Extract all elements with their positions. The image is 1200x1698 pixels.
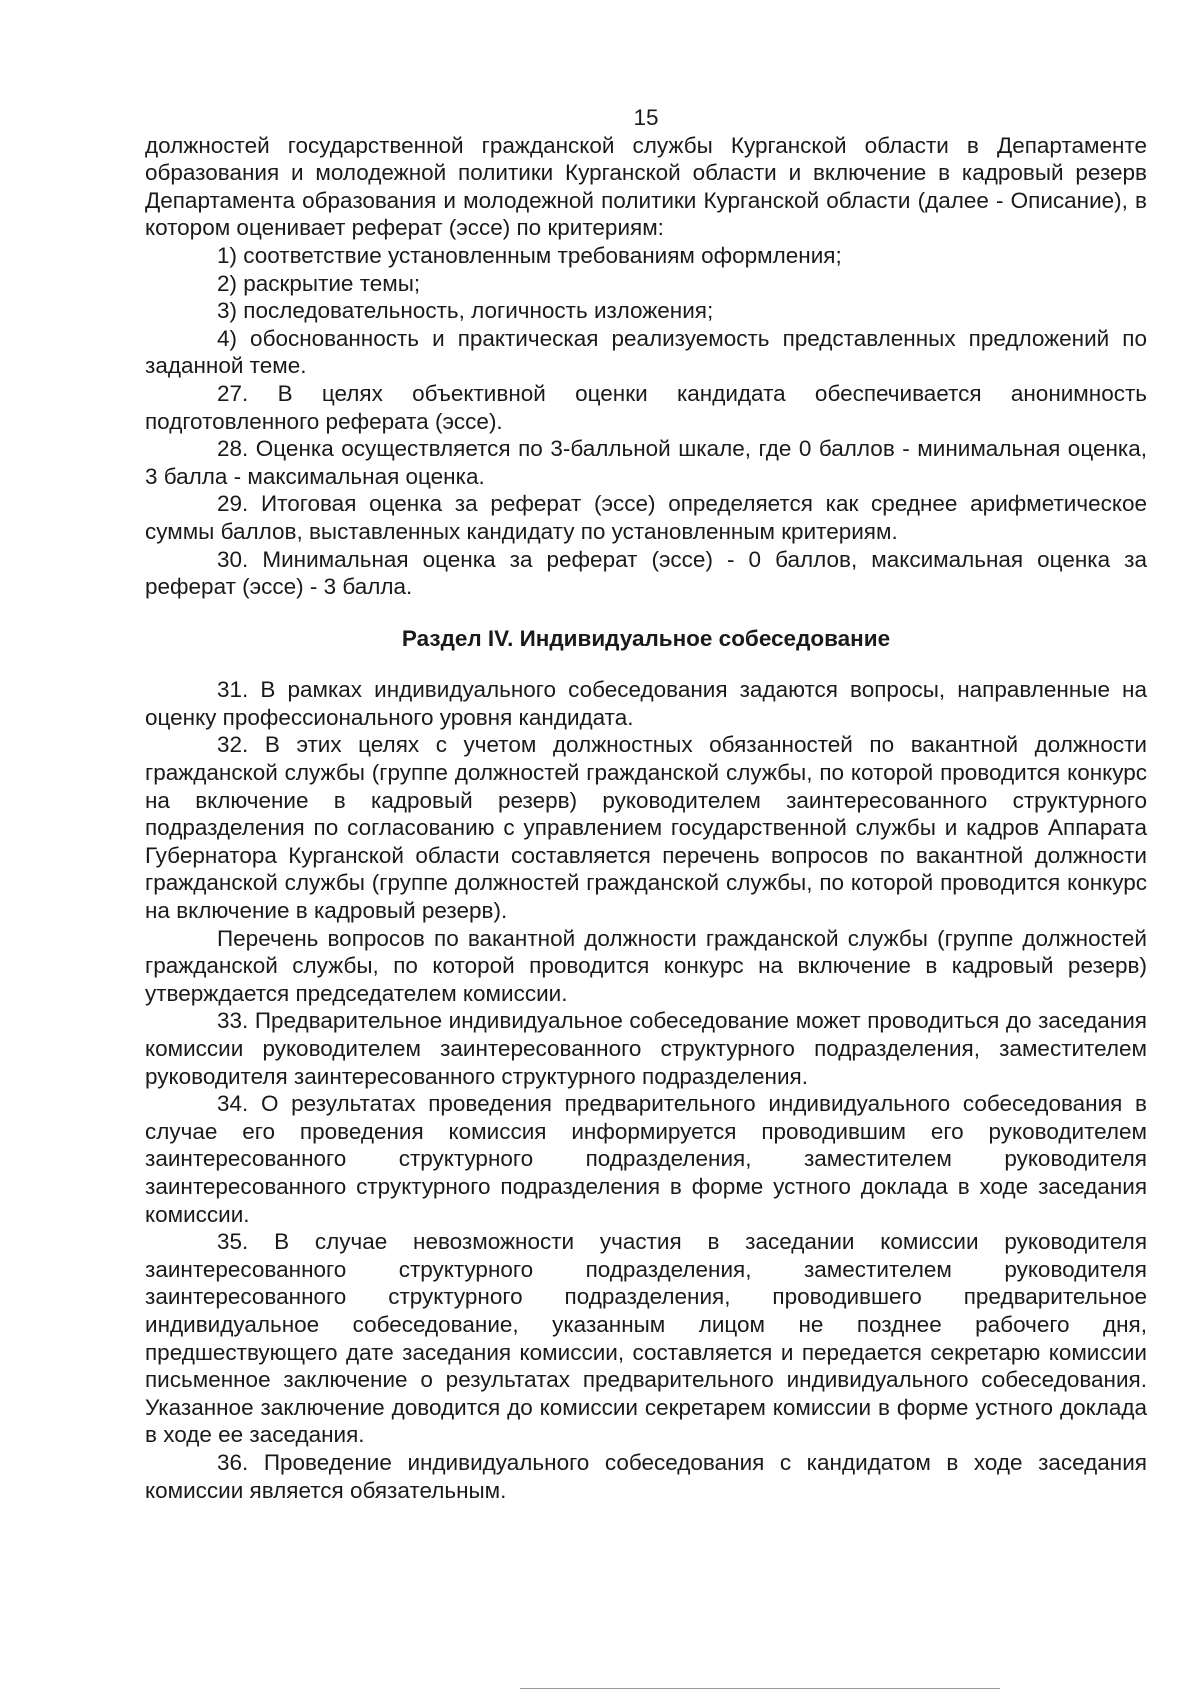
paragraph: должностей государственной гражданской службы Курганской области в Департаменте образования и молодежной политики Курганской области и включение в кадровый резерв Департамента образования и молодежной политики Курганской области (далее - Описание), в котором оценивает реферат (эссе) по критериям: bbox=[145, 132, 1147, 241]
page-content bbox=[145, 104, 1147, 1504]
paragraph: Перечень вопросов по вакантной должности гражданской службы (группе должностей гражданской службы, по которой проводится конкурс на включение в кадровый резерв) утверждается председателем комиссии. bbox=[145, 925, 1147, 1006]
footer-divider bbox=[520, 1688, 1000, 1689]
paragraph: 29. Итоговая оценка за реферат (эссе) определяется как среднее арифметическое суммы баллов, выставленных кандидату по установленным критериям. bbox=[145, 491, 1147, 544]
paragraph: 30. Минимальная оценка за реферат (эссе) - 0 баллов, максимальная оценка за реферат (эссе) - 3 балла. bbox=[145, 546, 1147, 600]
top-text-block bbox=[145, 132, 1147, 601]
paragraph: 33. Предварительное индивидуальное собеседование может проводиться до заседания комиссии руководителем заинтересованного структурного подразделения, заместителем руководителя заинтересованного структурного подразделения. bbox=[145, 1008, 1147, 1089]
paragraph: 2) раскрытие темы; bbox=[217, 270, 421, 296]
paragraph: 4) обоснованность и практическая реализуемость представленных предложений по заданной теме. bbox=[145, 325, 1147, 379]
paragraph: 31. В рамках индивидуального собеседования задаются вопросы, направленные на оценку профессионального уровня кандидата. bbox=[145, 677, 1147, 730]
paragraph: 28. Оценка осуществляется по 3-балльной шкале, где 0 баллов - минимальная оценка, 3 балла - максимальная оценка. bbox=[145, 436, 1147, 489]
paragraph: 3) последовательность, логичность изложения; bbox=[217, 298, 714, 324]
paragraph: 36. Проведение индивидуального собеседования с кандидатом в ходе заседания комиссии является обязательным. bbox=[145, 1449, 1147, 1503]
paragraph: 27. В целях объективной оценки кандидата обеспечивается анонимность подготовленного реферата (эссе). bbox=[145, 380, 1147, 434]
bottom-text-block bbox=[145, 676, 1147, 1504]
section-heading: Раздел IV. Индивидуальное собеседование bbox=[401, 625, 891, 651]
paragraph: 34. О результатах проведения предварительного индивидуального собеседования в случае его проведения комиссия информируется проводившим его руководителем заинтересованного структурного подразделения, заместителем руководителя заинтересованного структурного подразделения в форме устного доклада в ходе заседания комиссии. bbox=[145, 1091, 1147, 1227]
paragraph: 35. В случае невозможности участия в заседании комиссии руководителя заинтересованного структурного подразделения, заместителем руководителя заинтересованного структурного подразделения, проводившего предварительное индивидуальное собеседование, указанным лицом не позднее рабочего дня, предшествующего дате заседания комиссии, составляется и передается секретарю комиссии письменное заключение о результатах предварительного индивидуального собеседования. Указанное заключение доводится до комиссии секретарем комиссии в форме устного доклада в ходе ее заседания. bbox=[145, 1229, 1147, 1448]
paragraph: 32. В этих целях с учетом должностных обязанностей по вакантной должности гражданской службы (группе должностей гражданской службы, по которой проводится конкурс на включение в кадровый резерв) руководителем заинтересованного структурного подразделения по согласованию с управлением государственной службы и кадров Аппарата Губернатора Курганской области составляется перечень вопросов по вакантной должности гражданской службы (группе должностей гражданской службы, по которой проводится конкурс на включение в кадровый резерв). bbox=[145, 732, 1147, 924]
page-number: 15 bbox=[633, 105, 659, 130]
paragraph: 1) соответствие установленным требованиям оформления; bbox=[217, 242, 842, 268]
